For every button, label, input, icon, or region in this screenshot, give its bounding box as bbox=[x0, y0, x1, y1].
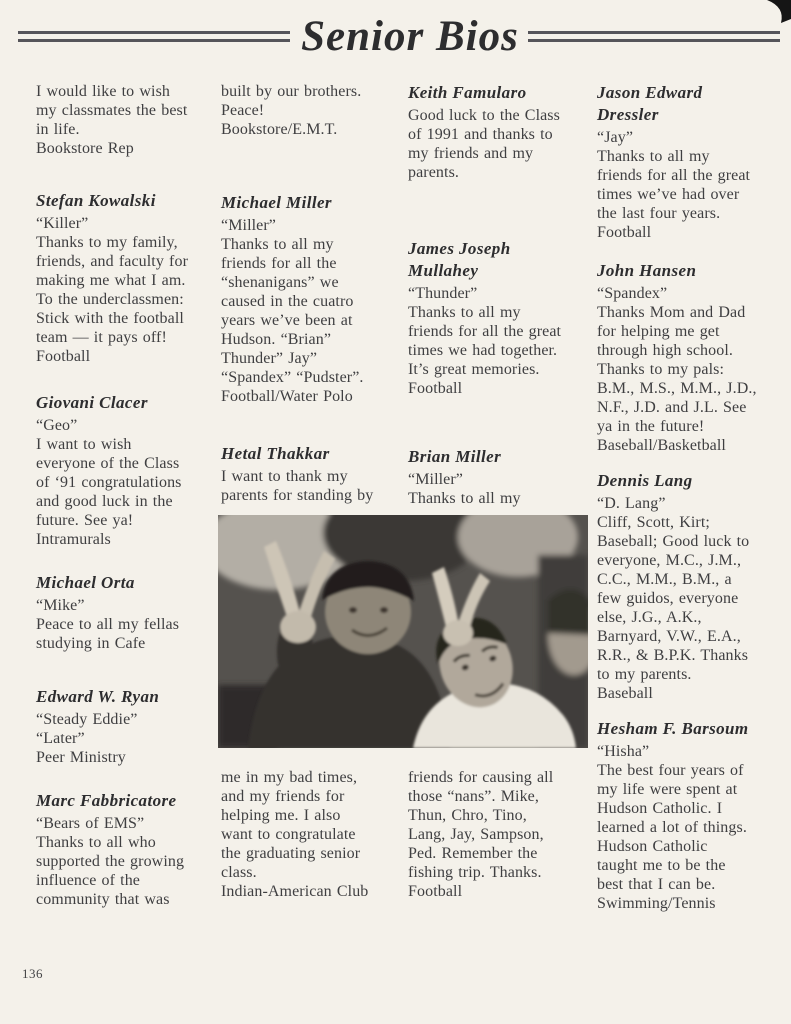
bio-text-line: future. See ya! bbox=[36, 512, 134, 529]
bio-entry bbox=[36, 190, 208, 366]
bio-text-line: caused in the cuatro bbox=[221, 293, 354, 310]
bio-text-line: To the underclassmen: bbox=[36, 291, 184, 308]
bio-text-line: Football bbox=[408, 380, 463, 397]
bio-text-line: my friends and my bbox=[408, 145, 534, 162]
bio-text-line: the last four years. bbox=[597, 205, 721, 222]
bio-text-line: ya in the future! bbox=[597, 418, 705, 435]
bio-text-line: through high school. bbox=[597, 342, 733, 359]
bio-text-line: helping me. I also bbox=[221, 807, 341, 824]
bio-column bbox=[408, 0, 585, 1024]
bio-text-line: few guidos, everyone bbox=[597, 590, 739, 607]
bio-text-line: Intramurals bbox=[36, 531, 111, 548]
bio-entry-name: Hetal Thakkar bbox=[221, 444, 330, 463]
bio-text-line: class. bbox=[221, 864, 257, 881]
bio-text-line: I want to wish bbox=[36, 436, 132, 453]
bio-text-line: “Jay” bbox=[597, 129, 634, 146]
bio-text-line: It’s great memories. bbox=[408, 361, 540, 378]
bio-text-line: everyone, M.C., J.M., bbox=[597, 552, 742, 569]
bio-text-line: I would like to wish bbox=[36, 83, 170, 100]
bio-text-line: N.F., J.D. and J.L. See bbox=[597, 399, 747, 416]
bio-text-line: Thanks to all my bbox=[597, 148, 710, 165]
bio-text-line: of ‘91 congratulations bbox=[36, 474, 182, 491]
bio-text-line: Thanks Mom and Dad bbox=[597, 304, 746, 321]
bio-text-line: learned a lot of things. bbox=[597, 819, 747, 836]
bio-text-line: “Spandex” bbox=[597, 285, 668, 302]
bio-text-line: Lang, Jay, Sampson, bbox=[408, 826, 544, 843]
bio-text-line: Thanks to all my bbox=[221, 236, 334, 253]
bio-text-line: best that I can be. bbox=[597, 876, 716, 893]
bio-entry bbox=[36, 686, 208, 767]
bio-text-line: times we had together. bbox=[408, 342, 558, 359]
bio-text-line: to my parents. bbox=[597, 666, 692, 683]
bio-text-line: built by our brothers. bbox=[221, 83, 362, 100]
bio-text-line: parents. bbox=[408, 164, 460, 181]
bio-text-line: friends for all the great bbox=[597, 167, 751, 184]
left-peace-palm bbox=[280, 611, 316, 643]
bio-text-line: Peer Ministry bbox=[36, 749, 126, 766]
page-title: Senior Bios bbox=[301, 13, 519, 60]
bio-text-line: I want to thank my bbox=[221, 468, 348, 485]
bio-text-line: “Mike” bbox=[36, 597, 85, 614]
bio-text-line: the graduating senior bbox=[221, 845, 361, 862]
bio-entry-name: Mullahey bbox=[408, 261, 479, 280]
bio-entry-name: Brian Miller bbox=[408, 447, 502, 466]
bio-entry bbox=[221, 443, 397, 505]
bio-entry bbox=[36, 572, 208, 653]
bio-entry-name: Michael Miller bbox=[221, 193, 332, 212]
bio-text-line: R.R., & B.P.K. Thanks bbox=[597, 647, 749, 664]
bio-text-line: “Geo” bbox=[36, 417, 78, 434]
bio-text-line: Baseball bbox=[597, 685, 653, 702]
bio-entry-name: Edward W. Ryan bbox=[36, 687, 160, 706]
bio-text-line: Thanks to all my bbox=[408, 490, 521, 507]
bio-text-line: B.M., M.S., M.M., J.D., bbox=[597, 380, 757, 397]
bio-entry bbox=[221, 768, 397, 901]
bio-text-line: community that was bbox=[36, 891, 170, 908]
bio-entry bbox=[597, 82, 775, 242]
bio-text-line: “D. Lang” bbox=[597, 495, 666, 512]
bio-text-line: Football/Water Polo bbox=[221, 388, 353, 405]
bio-text-line: Stick with the football bbox=[36, 310, 184, 327]
bio-entry-name: Michael Orta bbox=[36, 573, 135, 592]
bio-entry-name: James Joseph bbox=[408, 239, 511, 258]
bio-text-line: Thun, Chro, Tino, bbox=[408, 807, 527, 824]
bio-entry bbox=[408, 768, 585, 901]
bio-text-line: “Killer” bbox=[36, 215, 89, 232]
bio-text-line: Thanks to all my bbox=[408, 304, 521, 321]
bio-text-line: Football bbox=[36, 348, 91, 365]
bio-text-line: my life were spent at bbox=[597, 781, 738, 798]
bio-entry bbox=[408, 238, 585, 398]
bio-entry bbox=[36, 790, 208, 909]
bio-text-line: Barnyard, V.W., E.A., bbox=[597, 628, 741, 645]
bio-text-line: team — it pays off! bbox=[36, 329, 167, 346]
bio-text-line: of 1991 and thanks to bbox=[408, 126, 553, 143]
bio-text-line: studying in Cafe bbox=[36, 635, 146, 652]
bio-text-line: “Hisha” bbox=[597, 743, 650, 760]
bio-text-line: Thunder” Jay” bbox=[221, 350, 318, 367]
bio-text-line: friends for causing all bbox=[408, 769, 554, 786]
bio-text-line: “Later” bbox=[36, 730, 85, 747]
bio-entry-name: Giovani Clacer bbox=[36, 393, 148, 412]
bio-text-line: “Miller” bbox=[221, 217, 276, 234]
bio-entry bbox=[597, 718, 775, 913]
bio-text-line: “Spandex” “Pudster”. bbox=[221, 369, 364, 386]
bio-column bbox=[597, 0, 775, 1024]
bio-entry-name: Dressler bbox=[597, 105, 659, 124]
bio-column bbox=[36, 0, 208, 1024]
bio-text-line: Baseball/Basketball bbox=[597, 437, 726, 454]
bio-entry-name: Stefan Kowalski bbox=[36, 191, 156, 210]
bio-text-line: Indian-American Club bbox=[221, 883, 369, 900]
bio-text-line: times we’ve had over bbox=[597, 186, 740, 203]
bio-text-line: Thanks to my pals: bbox=[597, 361, 725, 378]
bio-entry bbox=[408, 446, 585, 508]
bio-text-line: C.C., M.M., B.M., a bbox=[597, 571, 732, 588]
bio-text-line: me in my bad times, bbox=[221, 769, 358, 786]
bio-entry bbox=[597, 260, 775, 455]
bio-entry bbox=[36, 392, 208, 549]
bio-text-line: Peace! bbox=[221, 102, 265, 119]
page-number: 136 bbox=[22, 966, 43, 981]
bio-text-line: fishing trip. Thanks. bbox=[408, 864, 542, 881]
bio-text-line: influence of the bbox=[36, 872, 140, 889]
bio-text-line: Bookstore/E.M.T. bbox=[221, 121, 338, 138]
bio-text-line: those “nans”. Mike, bbox=[408, 788, 539, 805]
bio-text-line: friends, and faculty for bbox=[36, 253, 189, 270]
bio-text-line: Swimming/Tennis bbox=[597, 895, 716, 912]
bio-text-line: Baseball; Good luck to bbox=[597, 533, 750, 550]
bio-text-line: Thanks to my family, bbox=[36, 234, 178, 251]
candid-photo bbox=[218, 515, 588, 748]
bio-text-line: Hudson Catholic bbox=[597, 838, 708, 855]
bio-text-line: “Miller” bbox=[408, 471, 463, 488]
bio-entry-name: Jason Edward bbox=[597, 83, 703, 102]
bio-text-line: “shenanigans” we bbox=[221, 274, 339, 291]
bio-text-line: want to congratulate bbox=[221, 826, 356, 843]
bio-text-line: Peace to all my fellas bbox=[36, 616, 180, 633]
bio-text-line: “Bears of EMS” bbox=[36, 815, 145, 832]
bio-text-line: years we’ve been at bbox=[221, 312, 353, 329]
bio-entry-name: Dennis Lang bbox=[597, 471, 693, 490]
bio-entry bbox=[597, 470, 775, 703]
bio-text-line: Thanks to all who bbox=[36, 834, 156, 851]
right-peace-palm bbox=[443, 620, 473, 646]
bio-entry bbox=[221, 82, 397, 139]
bio-text-line: Football bbox=[597, 224, 652, 241]
bio-entry-name: John Hansen bbox=[597, 261, 697, 280]
bio-text-line: Football bbox=[408, 883, 463, 900]
bio-text-line: friends for all the bbox=[221, 255, 337, 272]
bio-text-line: and my friends for bbox=[221, 788, 345, 805]
bio-text-line: Bookstore Rep bbox=[36, 140, 134, 157]
bio-entry bbox=[408, 82, 585, 182]
bio-text-line: Cliff, Scott, Kirt; bbox=[597, 514, 710, 531]
bio-entry-name: Keith Famularo bbox=[408, 83, 527, 102]
bio-entry bbox=[36, 82, 208, 158]
bio-text-line: for helping me get bbox=[597, 323, 720, 340]
bio-text-line: everyone of the Class bbox=[36, 455, 180, 472]
bio-column bbox=[221, 0, 397, 1024]
bio-text-line: Good luck to the Class bbox=[408, 107, 560, 124]
bio-text-line: else, J.G., A.K., bbox=[597, 609, 702, 626]
bio-text-line: my classmates the best bbox=[36, 102, 188, 119]
bio-text-line: parents for standing by bbox=[221, 487, 374, 504]
bio-text-line: Hudson. “Brian” bbox=[221, 331, 332, 348]
bio-text-line: making me what I am. bbox=[36, 272, 186, 289]
bio-text-line: The best four years of bbox=[597, 762, 744, 779]
bio-text-line: taught me to be the bbox=[597, 857, 726, 874]
bio-entry bbox=[221, 192, 397, 406]
bio-text-line: supported the growing bbox=[36, 853, 185, 870]
bio-entry-name: Marc Fabbricatore bbox=[36, 791, 177, 810]
bio-text-line: Hudson Catholic. I bbox=[597, 800, 723, 817]
bio-text-line: friends for all the great bbox=[408, 323, 562, 340]
bio-text-line: and good luck in the bbox=[36, 493, 173, 510]
bio-text-line: Ped. Remember the bbox=[408, 845, 538, 862]
bio-text-line: “Thunder” bbox=[408, 285, 478, 302]
bio-text-line: in life. bbox=[36, 121, 80, 138]
bio-text-line: “Steady Eddie” bbox=[36, 711, 138, 728]
bio-entry-name: Hesham F. Barsoum bbox=[597, 719, 749, 738]
